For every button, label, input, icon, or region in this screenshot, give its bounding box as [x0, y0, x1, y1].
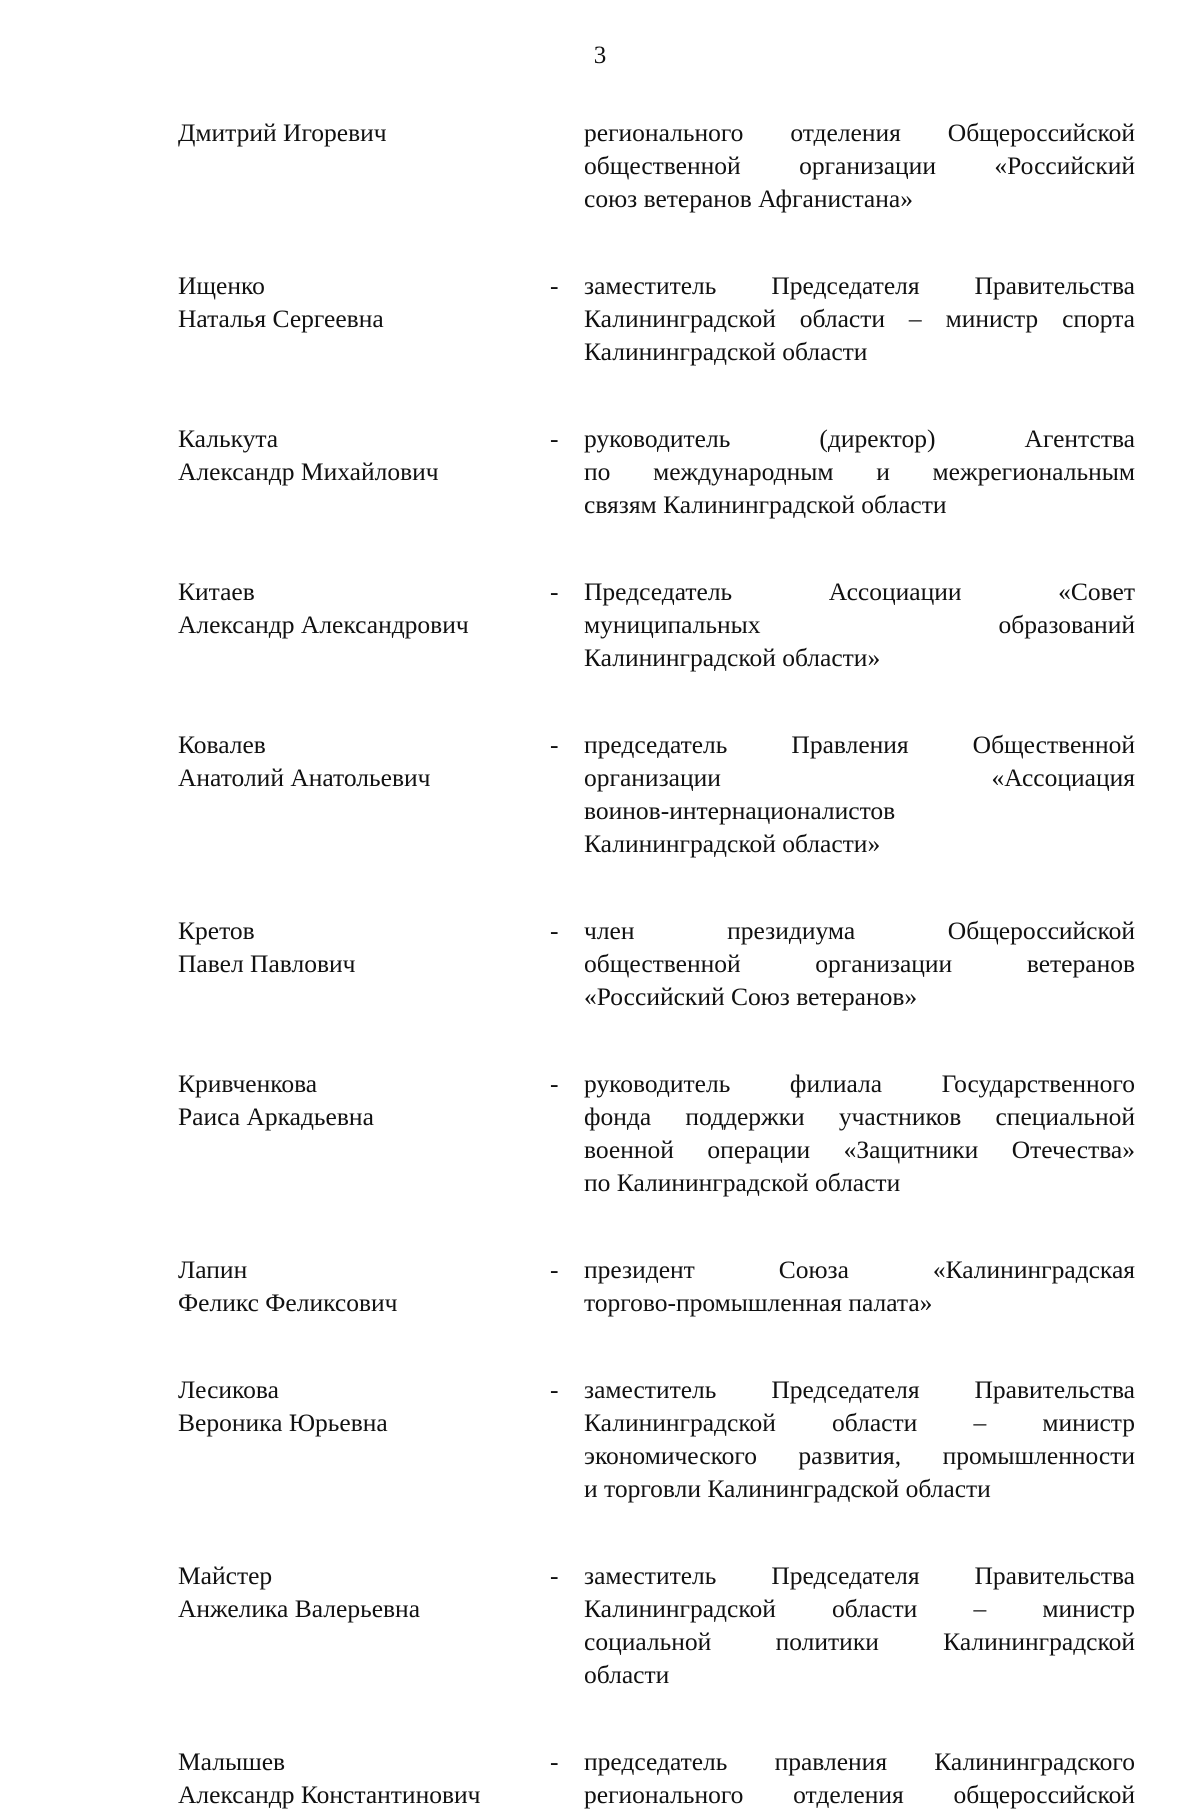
- position-line: союз ветеранов Афганистана»: [584, 184, 913, 213]
- position-line: председатель Правления Общественной: [584, 730, 1135, 759]
- member-name: [178, 422, 538, 488]
- member-dash: -: [550, 1069, 559, 1098]
- position-line: регионального отделения общероссийской: [584, 1780, 1135, 1809]
- position-line: заместитель Председателя Правительства: [584, 271, 1135, 300]
- member-dash: -: [550, 730, 559, 759]
- position-line: Калининградской области – министр: [584, 1408, 1135, 1437]
- member-dash: -: [550, 916, 559, 945]
- position-line: председатель правления Калининградского: [584, 1747, 1135, 1776]
- position-line: Калининградской области – министр спорта: [584, 304, 1135, 333]
- member-surname: Калькута: [178, 424, 279, 453]
- position-line: организации «Ассоциация: [584, 763, 1135, 792]
- member-name: [178, 1373, 538, 1439]
- member-surname: Китаев: [178, 577, 255, 606]
- member-given-names: Александр Александрович: [178, 610, 469, 639]
- member-surname: Кривченкова: [178, 1069, 318, 1098]
- member-dash: -: [550, 424, 559, 453]
- member-position: [584, 269, 1135, 368]
- member-position: [584, 1067, 1135, 1199]
- member-given-names: Анатолий Анатольевич: [178, 763, 431, 792]
- position-line: военной операции «Защитники Отечества»: [584, 1135, 1135, 1164]
- member-position: [584, 422, 1135, 521]
- member-name: [178, 269, 538, 335]
- member-position: [584, 116, 1135, 215]
- member-position: [584, 728, 1135, 860]
- position-line: по международным и межрегиональным: [584, 457, 1135, 486]
- position-line: Калининградской области – министр: [584, 1594, 1135, 1623]
- member-name: [178, 1559, 538, 1625]
- member-name: [178, 1745, 538, 1811]
- member-dash: -: [550, 1255, 559, 1284]
- member-given-names: Александр Константинович: [178, 1780, 481, 1809]
- position-line: фонда поддержки участников специальной: [584, 1102, 1135, 1131]
- position-line: связям Калининградской области: [584, 490, 947, 519]
- member-given-names: Наталья Сергеевна: [178, 304, 384, 333]
- member-name: [178, 1253, 538, 1319]
- position-line: Калининградской области»: [584, 643, 881, 672]
- position-line: заместитель Председателя Правительства: [584, 1561, 1135, 1590]
- member-surname: Малышев: [178, 1747, 286, 1776]
- member-position: [584, 1559, 1135, 1691]
- member-position: [584, 575, 1135, 674]
- member-position: [584, 1745, 1135, 1811]
- position-line: Председатель Ассоциации «Совет: [584, 577, 1135, 606]
- position-line: член президиума Общероссийской: [584, 916, 1135, 945]
- position-line: экономического развития, промышленности: [584, 1441, 1135, 1470]
- position-line: воинов-интернационалистов: [584, 796, 896, 825]
- member-surname: Кретов: [178, 916, 255, 945]
- position-line: муниципальных образований: [584, 610, 1135, 639]
- position-line: Калининградской области: [584, 337, 868, 366]
- member-surname: Ковалев: [178, 730, 266, 759]
- member-surname: Лапин: [178, 1255, 248, 1284]
- member-surname: Лесикова: [178, 1375, 279, 1404]
- member-given-names: Феликс Феликсович: [178, 1288, 398, 1317]
- position-line: торгово-промышленная палата»: [584, 1288, 933, 1317]
- member-surname: Ищенко: [178, 271, 265, 300]
- position-line: области: [584, 1660, 670, 1689]
- member-dash: -: [550, 271, 559, 300]
- position-line: регионального отделения Общероссийской: [584, 118, 1135, 147]
- member-name: [178, 1067, 538, 1133]
- member-position: [584, 914, 1135, 1013]
- member-position: [584, 1373, 1135, 1505]
- member-name: [178, 728, 538, 794]
- member-dash: -: [550, 1561, 559, 1590]
- member-name: [178, 914, 538, 980]
- member-given-names: Александр Михайлович: [178, 457, 439, 486]
- position-line: руководитель филиала Государственного: [584, 1069, 1135, 1098]
- position-line: общественной организации «Российский: [584, 151, 1135, 180]
- member-given-names: Дмитрий Игоревич: [178, 118, 387, 147]
- member-name: [178, 575, 538, 641]
- position-line: и торговли Калининградской области: [584, 1474, 991, 1503]
- member-dash: -: [550, 1375, 559, 1404]
- position-line: президент Союза «Калининградская: [584, 1255, 1135, 1284]
- member-given-names: Вероника Юрьевна: [178, 1408, 388, 1437]
- member-given-names: Анжелика Валерьевна: [178, 1594, 421, 1623]
- position-line: по Калининградской области: [584, 1168, 901, 1197]
- member-given-names: Павел Павлович: [178, 949, 356, 978]
- member-position: [584, 1253, 1135, 1319]
- position-line: заместитель Председателя Правительства: [584, 1375, 1135, 1404]
- position-line: социальной политики Калининградской: [584, 1627, 1135, 1656]
- member-dash: -: [550, 1747, 559, 1776]
- member-name: [178, 116, 538, 149]
- member-given-names: Раиса Аркадьевна: [178, 1102, 374, 1131]
- position-line: общественной организации ветеранов: [584, 949, 1135, 978]
- member-surname: Майстер: [178, 1561, 273, 1590]
- page-number: 3: [593, 42, 607, 69]
- position-line: руководитель (директор) Агентства: [584, 424, 1135, 453]
- position-line: «Российский Союз ветеранов»: [584, 982, 918, 1011]
- position-line: Калининградской области»: [584, 829, 881, 858]
- member-dash: -: [550, 577, 559, 606]
